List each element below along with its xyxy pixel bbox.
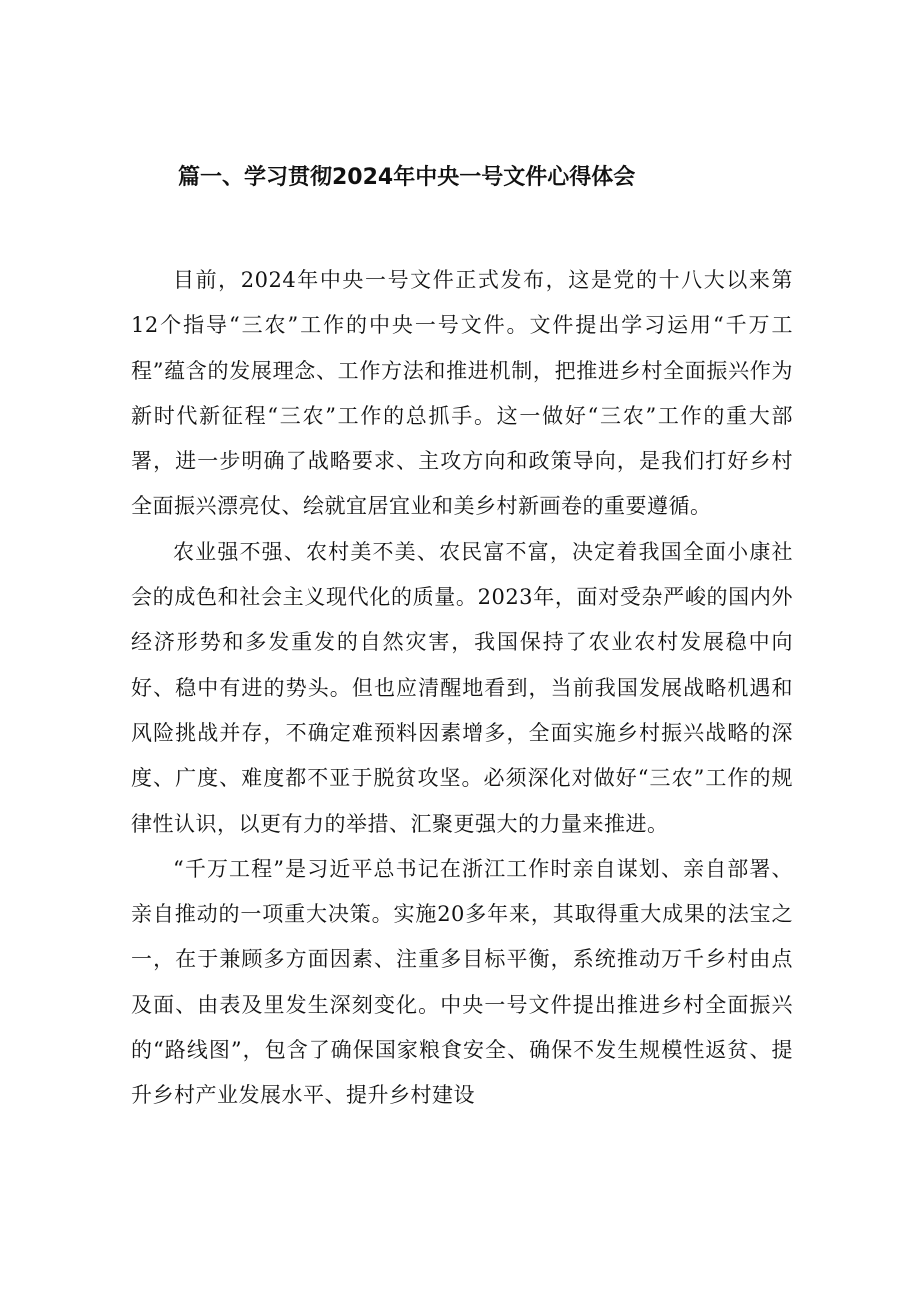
paragraph-3: “千万工程”是习近平总书记在浙江工作时亲自谋划、亲自部署、亲自推动的一项重大决策。实施20多年来，其取得重大成果的法宝之一，在于兼顾多方面因素、注重多目标平衡，系统推动万千乡村由点及面、由表及里发生深刻变化。中央一号文件提出推进乡村全面振兴的“路线图”，包含了确保国家粮食安全、确保不发生规模性返贫、提升乡村产业发展水平、提升乡村建设 [131,856,793,1108]
document-title: 篇一、学习贯彻2024年中央一号文件心得体会 [178,165,636,190]
paragraph-2: 农业强不强、农村美不美、农民富不富，决定着我国全面小康社会的成色和社会主义现代化的质量。2023年，面对受杂严峻的国内外经济形势和多发重发的自然灾害，我国保持了农业农村发展稳中向好、稳中有进的势头。但也应清醒地看到，当前我国发展战略机遇和风险挑战并存，不确定难预料因素增多，全面实施乡村振兴战略的深度、广度、难度都不亚于脱贫攻坚。必须深化对做好“三农”工作的规律性认识，以更有力的举措、汇聚更强大的力量来推进。 [131,539,793,836]
paragraph-1: 目前，2024年中央一号文件正式发布，这是党的十八大以来第12个指导“三农”工作的中央一号文件。文件提出学习运用“千万工程”蕴含的发展理念、工作方法和推进机制，把推进乡村全面振兴作为新时代新征程“三农”工作的总抓手。这一做好“三农”工作的重大部署，进一步明确了战略要求、主攻方向和政策导向，是我们打好乡村全面振兴漂亮仗、绘就宜居宜业和美乡村新画卷的重要遵循。 [131,268,793,519]
document-body [131,258,793,1119]
